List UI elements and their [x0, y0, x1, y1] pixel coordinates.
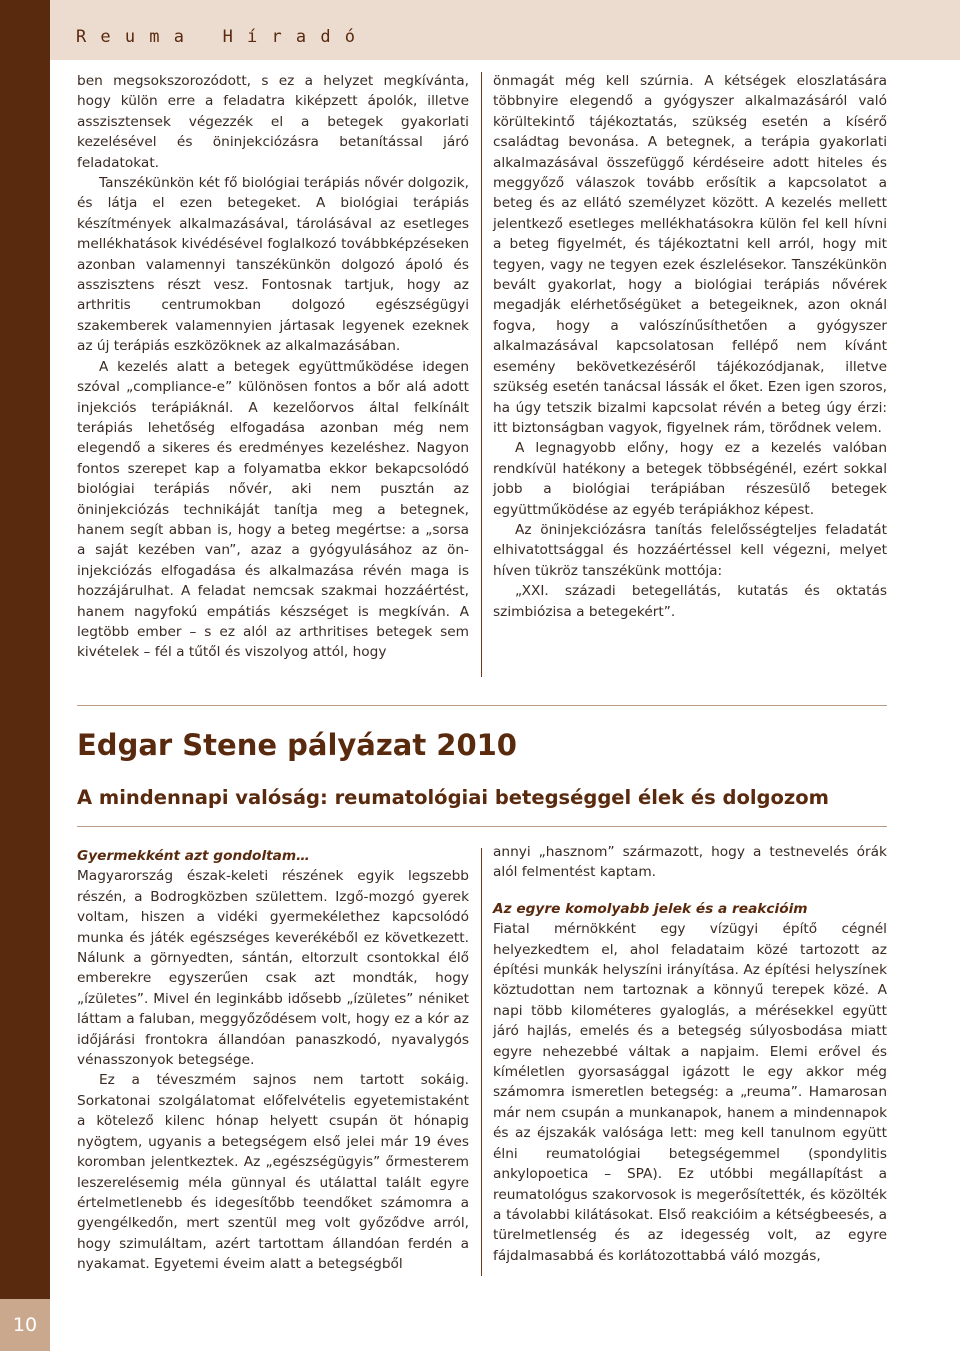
paragraph: A legnagyobb előny, hogy ez a kezelés valóban rendkívül hatékony a betegek többségénél, ezért sokkal jobb a biológiai terápiában részesülő betegek együttműködése az egyéb terápiákhoz képest.	[493, 440, 887, 518]
section-heading: Gyermekként azt gondoltam…	[77, 848, 310, 864]
page-number: 10	[12, 1314, 38, 1336]
paragraph: Tanszékünkön két fő biológiai terápiás nővér dolgozik, és látja el ezen betegeket. A biológiai terápiás készítmények alkalmazásával, tárolásával az esetleges mellékhatások kivédésével foglalkozó továbbképzéseken azonban valamennyi tanszékünkön dolgozó ápoló és asszisztens részt vesz. Fontosnak tartjuk, hogy az arthritis centrumokban dolgozó egészségügyi szakemberek valamennyien jártasak legyenek ezeknek az új terápiás eszközöknek az alkalmazásában.	[77, 175, 469, 355]
article-title: Edgar Stene pályázat 2010	[77, 728, 517, 762]
paragraph: Ez a téveszmém sajnos nem tartott sokáig. Sorkatonai szolgálatomat előfelvételis egyetemistaként a kötelező kilenc hónap helyett csupán öt hónapig nyögtem, ugyanis a betegségem első jelei már 19 éves koromban jelentkeztek. Az „egészségügyis” őrmesterem leszerelésemig méla günnyal és utálattal talált egyre értelmetlenebb és idegesítőbb teendőket számomra a gyengélkedőn, mert szentül meg volt győződve arról, hogy szimuláltam, azért tartottam állandóan ferdén a nyakamat. Egyetemi éveim alatt a betegségből	[77, 1072, 469, 1273]
paragraph: A kezelés alatt a betegek együttműködése idegen szóval „compliance-e” különösen fontos a bőr alá adott injekciós terápiáknál. A kezelőorvos által felkínált terápiás lehetőség elfogadása azonban még nem elegendő a sikeres és eredményes kezeléshez. Nagyon fontos szerepet kap a folyamatba ekkor bekapcsolódó biológiai terápiás nővér, aki nem pusztán az öninjekciózás technikáját tanítja meg a betegnek, hanem segít abban is, hogy a beteg megértse: a „sorsa a saját kezében van”, azaz a gyógyulásához az ön-injekciózás elfogadása és alkalmazása révén maga is hozzájárulhat. A feladat nemcsak szakmai hozzáértést, hanem nagyfokú empátiás készséget is megkíván. A legtöbb ember – s ez alól az arthritises betegek sem kivételek – fél a tűtől és viszolyog attól, hogy	[77, 358, 469, 661]
paragraph: Fiatal mérnökként egy vízügyi építő cégnél helyezkedtem el, ahol feladataim közé tartozott az építési munkák helyszíni irányítása. Az építési helyszínek köztudottan nem tartoznak a könnyű terepek közé. A napi több kilométeres gyaloglás, a mérésekkel együtt járó hajlás, emelés és a betegség súlyosbodása miatt egyre nehezebbé váltak a napjaim. Elemi erővel és kíméletlen gyorsasággal igázott le egy akkor még számomra ismeretlen betegség: a „reuma”. Hamarosan már nem csupán a munkanapok, hanem a mindennapok és az éjszakák valósága lett: meg kell tanulnom együtt élni reumatológiai betegségemmel (spondylitis ankylopoetica – SPA). Ez utóbbi megállapítást a reumatológus szakorvosok is megerősítették, és közölték a távolabbi kilátásokat. Első reakcióim a kétségbeesés, a türelmetlenség és az idegesség volt, az egyre fájdalmasabbá és korlátozottabbá váló mozgás,	[493, 921, 887, 1264]
top-column-right	[493, 71, 887, 622]
page-number-box	[0, 1299, 50, 1351]
section-heading: Az egyre komolyabb jelek és a reakcióim	[493, 900, 808, 917]
sidebar-stripe	[0, 0, 50, 1351]
column-divider	[481, 72, 482, 677]
top-column-left	[77, 71, 469, 663]
article-subtitle: A mindennapi valóság: reumatológiai betegséggel élek és dolgozom	[77, 786, 829, 809]
paragraph: annyi „hasznom” származott, hogy a testnevelés órák alól felmentést kaptam.	[493, 844, 887, 881]
paragraph: Magyarország észak-keleti részének egyik legszebb részén, a Bodrogközben születtem. Izgő-mozgó gyerek voltam, hiszen a vidéki gyermekélethez kapcsolódó munka és játék egészséges keverékéből ez következett. Nálunk a görnyedten, sántán, eltorzult csontokkal élő emberekre egyszerűen csak azt mondták, hogy „ízületes”. Mivel én leginkább idősebb „ízületes” néniket láttam a faluban, meggyőződésem volt, hogy ez a kór az időjárási frontokra állandóan panaszkodó, nyavalygós vénasszonyok betegsége.	[77, 868, 469, 1069]
column-divider	[481, 848, 482, 1276]
spacer	[493, 883, 887, 899]
magazine-title: Reuma Híradó	[76, 27, 370, 47]
motto: „XXI. századi betegellátás, kutatás és oktatás szimbiózisa a betegekért”.	[493, 583, 887, 620]
paragraph: ben megsokszorozódott, s ez a helyzet megkívánta, hogy külön erre a feladatra kiképzett ápolók, illetve asszisztensek végezzék el a betegek gyakorlati kezelésével és öninjekciózásra betanítással járó feladatokat.	[77, 73, 469, 171]
article-column-right	[493, 842, 887, 1266]
section-rule-top	[77, 705, 887, 706]
paragraph: önmagát még kell szúrnia. A kétségek eloszlatására többnyire elegendő a gyógyszer alkalmazásáról való körültekintő tájékoztatás, szükség esetén a kísérő családtag bevonása. A betegnek, a terápia gyakorlati alkalmazásával összefüggő kérdéseire adott hiteles és meggyőző válaszok tovább erősítik a kapcsolatot a beteg és az ellátó személyzet között. A kezelés mellett jelentkező esetleges mellékhatásokra külön fel kell hívni a beteg figyelmét, és tájékoztatni kell arról, hogy mit tegyen, vagy ne tegyen ezek észlelésekor. Tanszékünkön bevált gyakorlat, hogy a biológiai terápiás nővérek megadják elérhetőségüket a betegeiknek, azon oknál fogva, hogy a valószínűsíthetően a gyógyszer alkalmazásával kapcsolatosan fellépő nem kívánt esemény bekövetkezéséről tájékozódjanak, illetve szükség esetén tanácsal lássák el őket. Ezen igen szoros, ha úgy tetszik bizalmi kapcsolat révén a beteg úgy érzi: itt biztonságban vagyok, figyelnek rám, törődnek velem.	[493, 73, 887, 436]
running-header	[50, 0, 960, 60]
paragraph: Az öninjekciózásra tanítás felelősségteljes feladatát elhivatottsággal és hozzáértéssel kell végezni, melyet híven tükröz tanszékünk mottója:	[493, 521, 887, 579]
article-column-left	[77, 846, 469, 1275]
section-rule-bottom	[77, 826, 887, 827]
